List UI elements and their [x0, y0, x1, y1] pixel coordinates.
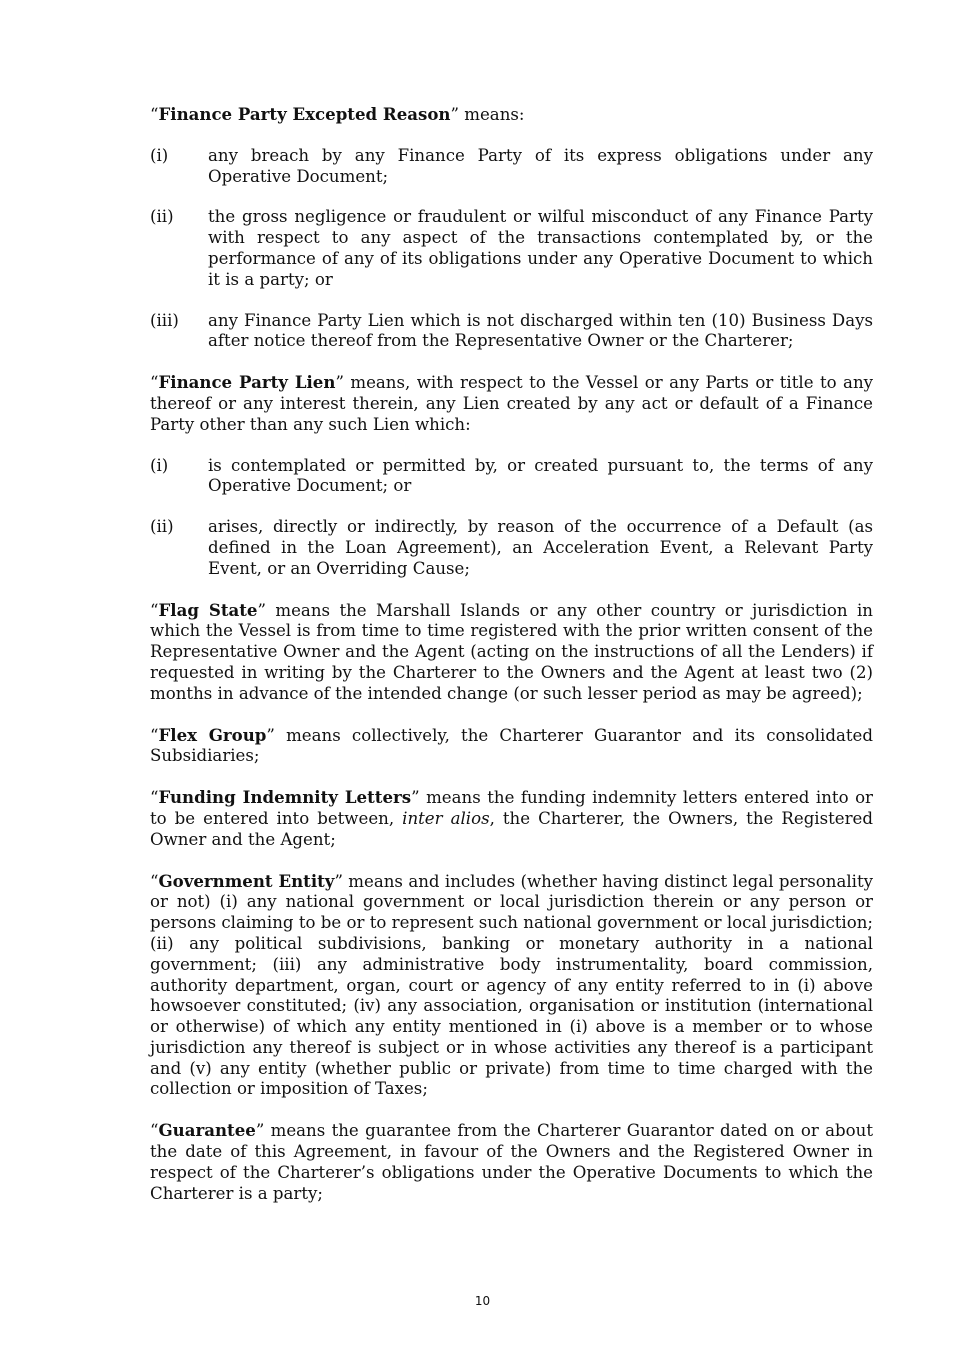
item-text: arises, directly or indirectly, by reason of the occurrence of a Default (as defined in the Loan Agreement), an Acceleration Event, a Relevant Party Event, or an Overriding Cause;	[208, 517, 873, 578]
defined-term: Finance Party Excepted Reason	[158, 104, 451, 124]
list-item	[150, 517, 873, 579]
list-item	[150, 146, 873, 188]
definition-finance-party-lien: “Finance Party Lien” means, with respect to the Vessel or any Parts or title to any thereof or any interest therein, any Lien created by any act or default of a Finance Party other than any such Lien which:	[150, 372, 874, 434]
definition-items	[150, 456, 873, 580]
item-text: the gross negligence or fraudulent or wilful misconduct of any Finance Party with respect to any aspect of the transactions contemplated by, or the performance of any of its obligations under any Operative Document to which it is a party; or	[208, 207, 873, 289]
document-body	[150, 104, 873, 1224]
definition-text: means:	[458, 105, 525, 124]
definition-funding-indemnity-letters: “Funding Indemnity Letters” means the funding indemnity letters entered into or to be entered into between, inter alios, the Charterer, the Owners, the Registered Owner and the Agent;	[150, 787, 873, 849]
italic-text: inter alios	[402, 808, 490, 828]
page-number: 10	[474, 1294, 491, 1308]
defined-term: Finance Party Lien	[158, 372, 336, 393]
definition-text: means the guarantee from the Charterer Guarantor dated on or about the date of this Agreement, in favour of the Owners and the Registered Owner in respect of the Charterer’s obligations under the Operative Documents to which the Charterer is a party;	[150, 1121, 873, 1203]
definition-flex-group: “Flex Group” means collectively, the Charterer Guarantor and its consolidated Subsidiaries;	[150, 724, 873, 766]
definition-text: means, with respect to the Vessel or any Parts or title to any thereof or any interest therein, any Lien created by any act or default of a Finance Party other than any such Lien which:	[150, 373, 874, 434]
item-number: (ii)	[150, 207, 174, 227]
list-item	[150, 207, 873, 290]
list-item	[150, 456, 873, 498]
definition-text: means and includes (whether having distinct legal personality or not) (i) any national government or local jurisdiction therein or any person or persons claiming to be or to represent such national government or local jurisdiction; (ii) any political subdivisions, banking or monetary authority in a national government; (iii) any administrative body instrumentality, board commission, authority department, organ, court or agency of any entity referred to in (i) above howsoever constituted; (iv) any association, organisation or institution (international or otherwise) of which any entity mentioned in (i) above is a member or to whose jurisdiction any thereof is subject or in whose activities any thereof is a participant and (v) any entity (whether public or private) from time to time charged with the collection or imposition of Taxes;	[150, 871, 873, 1099]
defined-term: Flex Group	[158, 724, 267, 745]
definition-guarantee: “Guarantee” means the guarantee from the Charterer Guarantor dated on or about the date of this Agreement, in favour of the Owners and the Registered Owner in respect of the Charterer’s obligations under the Operative Documents to which the Charterer is a party;	[150, 1120, 873, 1203]
defined-term: Funding Indemnity Letters	[158, 787, 412, 808]
definition-flag-state: “Flag State” means the Marshall Islands or any other country or jurisdiction in which the Vessel is from time to time registered with the prior written consent of the Representative Owner and the Agent (acting on the instructions of all the Lenders) if requested in writing by the Charterer to the Owners and the Agent at least two (2) months in advance of the intended change (or such lesser period as may be agreed);	[150, 599, 873, 703]
definition-text: , the Charterer, the Owners, the Registered Owner and the Agent;	[150, 808, 873, 849]
definition-items	[150, 146, 873, 352]
item-text: is contemplated or permitted by, or created pursuant to, the terms of any Operative Document; or	[208, 455, 873, 496]
defined-term: Government Entity	[158, 870, 335, 891]
item-number: (iii)	[150, 310, 179, 330]
item-text: any breach by any Finance Party of its express obligations under any Operative Document;	[208, 145, 873, 186]
definition-government-entity: “Government Entity” means and includes (whether having distinct legal personality or not) (i) any national government or local jurisdiction therein or any person or persons claiming to be or to represent such national government or local jurisdiction; (ii) any political subdivisions, banking or monetary authority in a national government; (iii) any administrative body instrumentality, board commission, authority department, organ, court or agency of any entity referred to in (i) above howsoever constituted; (iv) any association, organisation or institution (international or otherwise) of which any entity mentioned in (i) above is a member or to whose jurisdiction any thereof is subject or in whose activities any thereof is a participant and (v) any entity (whether public or private) from time to time charged with the collection or imposition of Taxes;	[150, 870, 873, 1099]
defined-term: Flag State	[158, 599, 258, 620]
item-number: (ii)	[150, 517, 174, 537]
definition-text: means the Marshall Islands or any other country or jurisdiction in which the Vessel is from time to time registered with the prior written consent of the Representative Owner and the Agent (acting on the instructions of all the Lenders) if requested in writing by the Charterer to the Owners and the Agent at least two (2) months in advance of the intended change (or such lesser period as may be agreed);	[150, 600, 873, 703]
item-text: any Finance Party Lien which is not discharged within ten (10) Business Days after notice thereof from the Representative Owner or the Charterer;	[208, 310, 873, 351]
defined-term: Guarantee	[158, 1120, 256, 1141]
definition-text: means the funding indemnity letters entered into or to be entered into between,	[150, 788, 873, 828]
item-number: (i)	[150, 145, 169, 165]
definition-text: means collectively, the Charterer Guarantor and its consolidated Subsidiaries;	[150, 725, 873, 766]
item-number: (i)	[150, 455, 169, 475]
list-item	[150, 311, 873, 353]
definition-finance-party-excepted-reason: “Finance Party Excepted Reason” means:	[150, 104, 525, 124]
